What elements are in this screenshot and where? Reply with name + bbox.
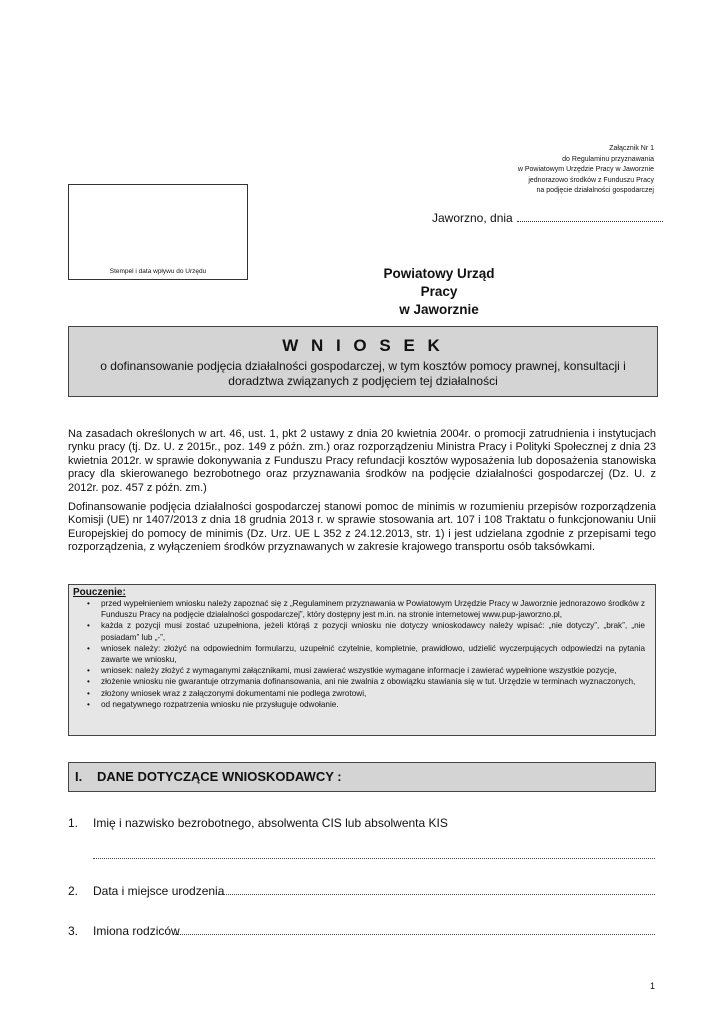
- notice-item-text: złożony wniosek wraz z załączonymi dokumentami nie podlega zwrotowi,: [101, 688, 367, 698]
- page-number: 1: [650, 981, 656, 991]
- annex-line: do Regulaminu przyznawania: [562, 155, 654, 163]
- annex-note: [518, 144, 654, 197]
- place-date-label: Jaworzno, dnia: [432, 211, 513, 225]
- annex-line: na podjęcie działalności gospodarczej: [536, 187, 654, 195]
- notice-item-text: złożenie wniosku nie gwarantuje otrzymania dofinansowania, ani nie zwalnia z obowiązku stawiania się w tut. Urzędzie w terminach wyznaczonych,: [101, 677, 636, 687]
- bullet-icon: •: [87, 621, 90, 631]
- notice-item-text: każda z pozycji musi zostać uzupełniona, jeżeli którąś z pozycji wniosku nie dotyczy wnioskodawcy należy wpisać: „nie dotyczy”, „brak”, „nie posiadam” lub „-”,: [101, 621, 645, 642]
- document-subtitle: o dofinansowanie podjęcia działalności gospodarczej, w tym kosztów pomocy prawnej, konsultacji i doradztwa związanych z podjęciem tej działalności: [100, 359, 626, 388]
- date-field[interactable]: [517, 221, 663, 222]
- document-title: W N I O S E K: [282, 336, 444, 355]
- bullet-icon: •: [87, 599, 90, 608]
- document-title-box: [68, 326, 658, 397]
- field-number: 1.: [68, 816, 79, 830]
- place-date: [432, 211, 663, 225]
- annex-line: w Powiatowym Urzędzie Pracy w Jaworznie: [517, 166, 654, 174]
- bullet-icon: •: [87, 666, 90, 676]
- legal-basis-paragraph: Na zasadach określonych w art. 46, ust. 1, pkt 2 ustawy z dnia 20 kwietnia 2004r. o promocji zatrudnienia i instytucjach rynku pracy (tj. Dz. U. z 2015r., poz. 149 z późn. zm.) oraz rozporządzeniu Ministra Pracy i Polityki Społecznej z dnia 23 kwietnia 2012r. w sprawie dokonywania z Funduszu Pracy refundacji kosztów wyposażenia lub doposażenia stanowiska pracy dla skierowanego bezrobotnego oraz przyznawania środków na podjęcie działalności gospodarczej (Dz. U. z 2012r. poz. 457 z późn. zm.): [68, 428, 656, 494]
- bullet-icon: •: [87, 643, 90, 653]
- annex-line: Załącznik Nr 1: [609, 145, 654, 152]
- notice-box: [68, 584, 656, 736]
- field-label-name: Imię i nazwisko bezrobotnego, absolwenta CIS lub absolwenta KIS: [93, 816, 448, 830]
- parents-input-line[interactable]: [175, 934, 655, 935]
- bullet-icon: •: [87, 688, 90, 698]
- office-line-1: Powiatowy Urząd Pracy: [383, 266, 495, 299]
- notice-item-text: wniosek należy: złożyć na odpowiednim formularzu, uzupełnić czytelnie, kompletnie, prawidłowo, udzielić wyczerpujących odpowiedzi na pytania zawarte we wniosku,: [101, 643, 645, 665]
- notice-list: [73, 598, 645, 710]
- notice-item: [73, 620, 645, 642]
- stamp-label: Stempel i data wpływu do Urzędu: [109, 268, 207, 275]
- notice-item: [73, 665, 645, 676]
- office-line-2: w Jaworznie: [399, 302, 479, 317]
- notice-title: Pouczenie:: [73, 587, 126, 598]
- office-name: [368, 265, 510, 319]
- annex-line: jednorazowo środków z Funduszu Pracy: [528, 176, 654, 184]
- bullet-icon: •: [87, 699, 90, 709]
- section-number: I.: [75, 769, 83, 784]
- section-title: DANE DOTYCZĄCE WNIOSKODAWCY :: [97, 769, 342, 784]
- birth-input-line[interactable]: [216, 894, 655, 895]
- field-number: 3.: [68, 924, 79, 938]
- bullet-icon: •: [87, 677, 90, 687]
- notice-item: [73, 598, 645, 620]
- section-header: [68, 762, 656, 792]
- notice-item: [73, 643, 645, 665]
- field-label-birth: Data i miejsce urodzenia: [93, 884, 225, 898]
- field-number: 2.: [68, 884, 79, 898]
- notice-item-text: przed wypełnieniem wniosku należy zapoznać się z „Regulaminem przyznawania w Powiatowym Urzędzie Pracy w Jaworznie jednorazowo środków z Funduszu Pracy na podjęcie działalności gospodarczej”, który dostępny jest m.in. na stronie internetowej www.pup-jaworzno.pl,: [101, 599, 645, 620]
- field-label-parents: Imiona rodziców: [93, 924, 180, 938]
- notice-item: [73, 688, 645, 699]
- stamp-box: [68, 184, 248, 280]
- notice-item-text: od negatywnego rozpatrzenia wniosku nie przysługuje odwołanie.: [101, 699, 339, 709]
- de-minimis-paragraph: Dofinansowanie podjęcia działalności gospodarczej stanowi pomoc de minimis w rozumieniu przepisów rozporządzenia Komisji (UE) nr 1407/2013 z dnia 18 grudnia 2013 r. w sprawie stosowania art. 107 i 108 Traktatu o funkcjonowaniu Unii Europejskiej do pomocy de minimis (Dz. Urz. UE L 352 z 24.12.2013, str. 1) i jest udzielana zgodnie z przepisami tego rozporządzenia, z wyłączeniem środków przyznawanych w zakresie krajowego transportu osób taksówkami.: [68, 501, 656, 554]
- name-input-line[interactable]: [93, 858, 655, 859]
- notice-item-text: wniosek: należy złożyć z wymaganymi załącznikami, musi zawierać wszystkie wymagane informacje i zawierać wypełnione wszystkie pozycje,: [101, 666, 617, 676]
- notice-item: [73, 676, 645, 687]
- notice-item: [73, 699, 645, 710]
